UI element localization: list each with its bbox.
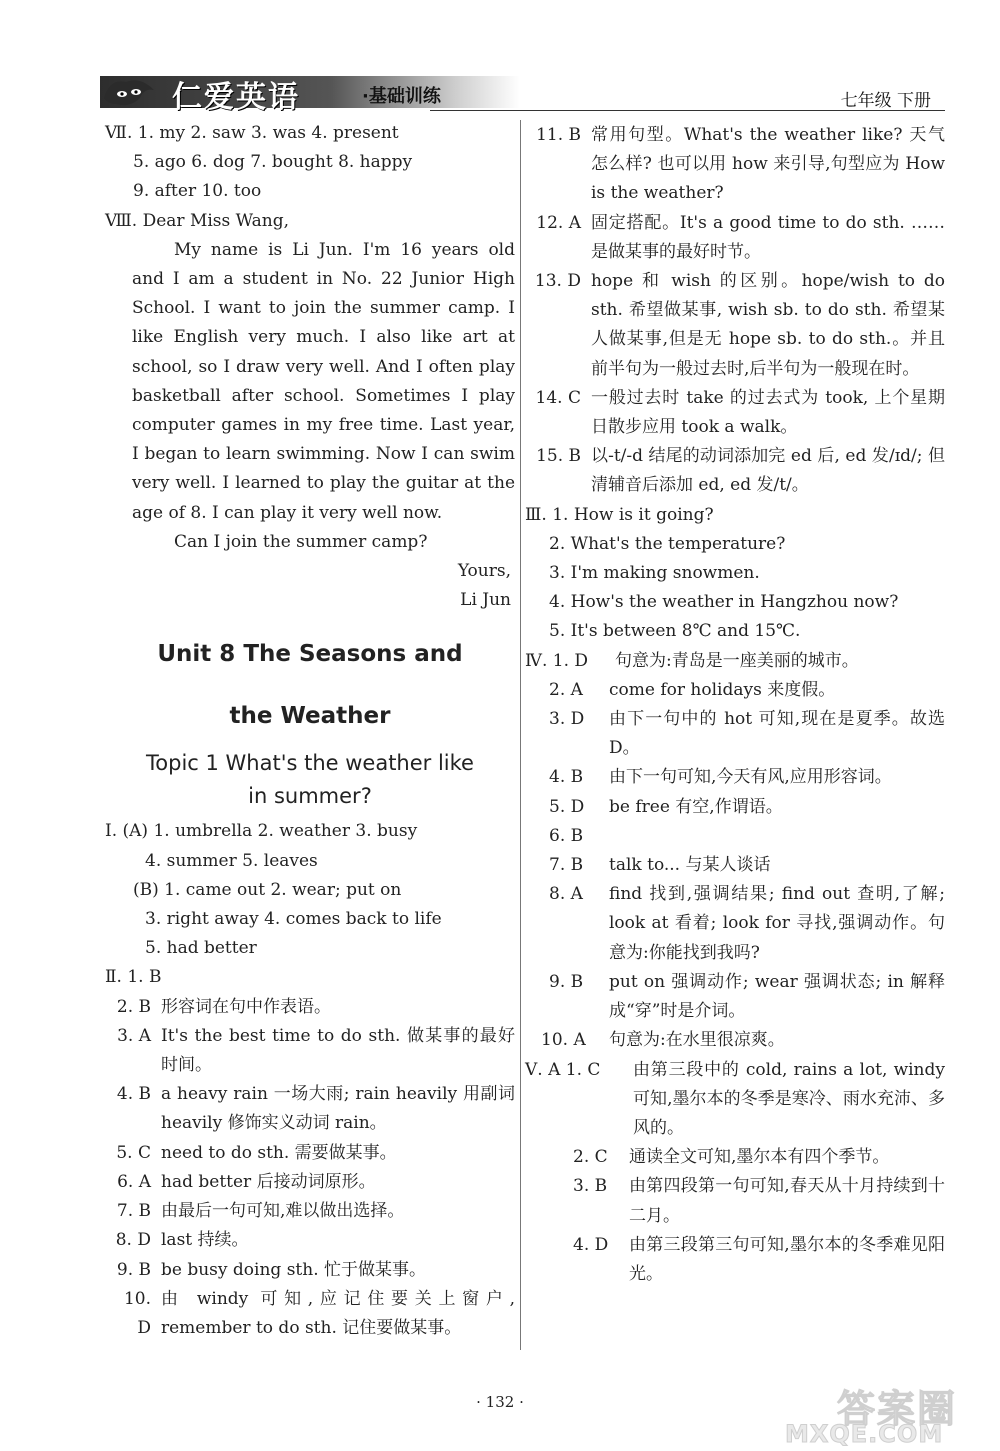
section-vii	[105, 119, 515, 207]
answer-item	[105, 1022, 515, 1080]
book-title: 仁爱英语	[172, 80, 300, 115]
answer-item	[525, 793, 945, 822]
answer-line: 3. I'm making snowmen.	[549, 563, 760, 584]
item-number: 7. B	[549, 855, 584, 876]
item-explanation: 由第三段第三句可知,墨尔本的冬季难见阳光。	[629, 1234, 945, 1284]
section-iv	[525, 647, 945, 1056]
answer-item	[525, 822, 945, 851]
answer-text: 9. after 10. too	[133, 181, 262, 202]
section-viii	[105, 207, 515, 616]
answer-line: Ⅱ. 1. B	[105, 967, 162, 988]
answer-text: my 2. saw 3. was 4. present	[159, 123, 399, 143]
answer-line: 4. How's the weather in Hangzhou now?	[549, 592, 899, 613]
watermark-logo	[773, 1388, 978, 1448]
topic-title-line: Topic 1 What's the weather like	[146, 751, 474, 776]
letter-paragraph: My name is Li Jun. I'm 16 years old and I am a student in No. 22 Junior High School. I want to join the summer camp. I like English very much. I also like art at school, so I draw very well. And I often play basketball after school. Sometimes I play computer games in my free time. Last year, I began to learn swimming. Now I can swim very well. I learned to play the guitar at the age of 8. I can play it very well now.	[132, 239, 515, 523]
item-number: 2. C	[573, 1147, 608, 1168]
item-explanation: last 持续。	[161, 1230, 249, 1251]
answer-line: 5. had better	[145, 938, 257, 959]
answer-item	[525, 209, 945, 267]
column-divider	[520, 120, 521, 1350]
answer-line: 4. summer 5. leaves	[145, 850, 318, 871]
answer-line: 2. What's the temperature?	[549, 533, 786, 554]
item-explanation: 形容词在句中作表语。	[161, 996, 331, 1017]
item-number: Ⅳ. 1. D	[525, 650, 589, 671]
watermark-text: 答案圈	[837, 1387, 958, 1431]
answer-item	[105, 1197, 515, 1226]
item-explanation: find 找到,强调结果; find out 查明,了解; look at 看着; look for 寻找,强调动作。句意为:你能找到我吗?	[609, 884, 945, 963]
unit-title-line: Unit 8 The Seasons and	[157, 641, 463, 668]
answer-line	[105, 148, 515, 177]
item-number: 4. D	[573, 1234, 609, 1255]
answer-item	[525, 121, 945, 209]
item-explanation: 由最后一句可知,难以做出选择。	[161, 1201, 405, 1222]
answer-item	[525, 384, 945, 442]
answer-item	[105, 1139, 515, 1168]
header-rule	[430, 110, 945, 111]
item-explanation: 由第三段中的 cold, rains a lot, windy 可知,墨尔本的冬季是寒冷、雨水充沛、多风的。	[633, 1059, 945, 1138]
watermark-url: MXQE.COM	[785, 1420, 944, 1448]
item-number: 14. C	[535, 387, 581, 408]
section-v	[525, 1056, 945, 1290]
item-explanation: a heavy rain 一场大雨; rain heavily 用副词 heavily 修饰实义动词 rain。	[161, 1084, 515, 1134]
item-number: 13. D	[534, 271, 581, 292]
answer-item	[105, 1256, 515, 1285]
answer-item	[105, 1226, 515, 1255]
item-explanation: 一般过去时 take 的过去式为 took, 上个星期日散步应用 took a walk。	[591, 387, 945, 438]
item-number: 5. C	[116, 1142, 151, 1163]
item-number: 9. B	[549, 971, 584, 992]
item-explanation: had better 后接动词原形。	[161, 1171, 376, 1192]
topic-title-line: in summer?	[248, 784, 372, 809]
answer-item	[525, 1026, 945, 1055]
answer-item	[105, 993, 515, 1022]
item-explanation: talk to... 与某人谈话	[609, 855, 771, 876]
item-explanation: be busy doing sth. 忙于做某事。	[161, 1259, 427, 1280]
unit-title-line: the Weather	[229, 703, 391, 730]
item-number: 11. B	[536, 125, 581, 145]
item-explanation: be free 有空,作谓语。	[609, 796, 783, 817]
item-explanation: It's the best time to do sth. 做某事的最好时间。	[161, 1025, 515, 1076]
answer-item	[525, 705, 945, 763]
item-explanation: put on 强调动作; wear 强调状态; in 解释成“穿”时是介词。	[609, 971, 945, 1022]
answer-item	[525, 647, 945, 676]
book-subtitle: ·基础训练	[362, 86, 441, 107]
item-explanation: 固定搭配。It's a good time to do sth. ……是做某事的最好时节。	[591, 212, 945, 262]
item-explanation	[609, 822, 945, 851]
item-number: 3. D	[549, 709, 585, 730]
letter-greeting: Ⅷ. Dear Miss Wang,	[105, 210, 290, 231]
item-number: 15. B	[536, 446, 581, 467]
item-explanation: 由 windy 可知,应记住要关上窗户, remember to do sth. 记住要做某事。	[161, 1288, 515, 1338]
unit-title	[105, 623, 515, 747]
item-number: 4. B	[116, 1084, 151, 1105]
item-number: 7. B	[116, 1201, 151, 1222]
item-explanation: 以-t/-d 结尾的动词添加完 ed 后, ed 发/ɪd/; 但清辅音后添加 ed, ed 发/t/。	[591, 446, 945, 496]
answer-item	[525, 267, 945, 384]
letter-body	[105, 236, 515, 557]
letter-closing: Yours,	[457, 561, 511, 582]
answer-item	[525, 442, 945, 500]
answer-text: 5. ago 6. dog 7. bought 8. happy	[133, 152, 413, 173]
letter-paragraph: Can I join the summer camp?	[174, 531, 428, 552]
item-number: 2. B	[116, 996, 151, 1017]
answer-line	[105, 177, 515, 206]
answer-item	[525, 1231, 945, 1289]
section-ii-continued	[525, 121, 945, 501]
item-explanation: 通读全文可知,墨尔本有四个季节。	[629, 1147, 890, 1168]
section-i	[105, 817, 515, 963]
answer-line	[105, 119, 515, 148]
answer-item	[525, 1143, 945, 1172]
item-explanation: need to do sth. 需要做某事。	[161, 1142, 397, 1163]
answer-item	[525, 880, 945, 968]
item-number: 5. D	[549, 796, 585, 817]
answer-line: Ⅲ. 1. How is it going?	[525, 504, 714, 525]
item-number: 8. D	[115, 1230, 151, 1251]
answer-item	[525, 1056, 945, 1144]
item-explanation: 由下一句可知,今天有风,应用形容词。	[609, 767, 892, 788]
item-number: 8. A	[549, 884, 583, 905]
answer-item	[525, 1172, 945, 1230]
grade-label: 七年级 下册	[840, 91, 931, 111]
item-number: 3. B	[573, 1176, 608, 1197]
header-band	[100, 76, 520, 108]
topic-title	[105, 747, 515, 813]
letter-signature: Li Jun	[460, 590, 511, 611]
answer-item	[105, 1168, 515, 1197]
item-number: Ⅴ. A 1. C	[525, 1059, 601, 1080]
answer-line: (B) 1. came out 2. wear; put on	[133, 879, 402, 900]
item-number: 6. B	[549, 825, 584, 846]
item-explanation: 常用句型。What's the weather like? 天气怎么样? 也可以用 how 来引导,句型应为 How is the weather?	[591, 125, 945, 204]
section-ii	[105, 963, 515, 1343]
answer-line: 3. right away 4. comes back to life	[145, 909, 442, 930]
page-header	[100, 68, 945, 114]
item-number: 6. A	[117, 1171, 151, 1192]
item-explanation: 由第四段第一句可知,春天从十月持续到十二月。	[629, 1176, 945, 1226]
item-number: 3. A	[117, 1025, 151, 1046]
left-column	[105, 119, 515, 1343]
item-explanation: 句意为:青岛是一座美丽的城市。	[615, 650, 859, 671]
fox-logo-icon	[100, 68, 158, 112]
item-number: 10. D	[123, 1288, 151, 1338]
answer-item	[105, 1080, 515, 1138]
section-number: Ⅶ. 1.	[105, 123, 154, 143]
answer-line: Ⅰ. (A) 1. umbrella 2. weather 3. busy	[105, 821, 418, 842]
answer-item	[525, 851, 945, 880]
answer-item	[525, 968, 945, 1026]
item-explanation: 由下一句中的 hot 可知,现在是夏季。故选 D。	[609, 709, 945, 759]
answer-item	[525, 763, 945, 792]
right-column	[525, 121, 945, 1289]
answer-line: 5. It's between 8℃ and 15℃.	[549, 621, 801, 642]
answer-item	[525, 676, 945, 705]
item-explanation: come for holidays 来度假。	[609, 679, 836, 700]
item-number: 10. A	[541, 1030, 586, 1051]
item-explanation: hope 和 wish 的区别。hope/wish to do sth. 希望做某事, wish sb. to do sth. 希望某人做某事,但是无 hope sb. to do sth.。并且前半句为一般过去时,后半句为一般现在时。	[591, 271, 945, 379]
item-explanation: 句意为:在水里很凉爽。	[609, 1030, 785, 1051]
page-number: · 132 ·	[476, 1393, 524, 1411]
answer-item	[105, 1285, 515, 1343]
section-iii	[525, 501, 945, 647]
item-number: 9. B	[116, 1259, 151, 1280]
item-number: 4. B	[549, 767, 584, 788]
item-number: 2. A	[549, 679, 583, 700]
item-number: 12. A	[536, 212, 581, 233]
